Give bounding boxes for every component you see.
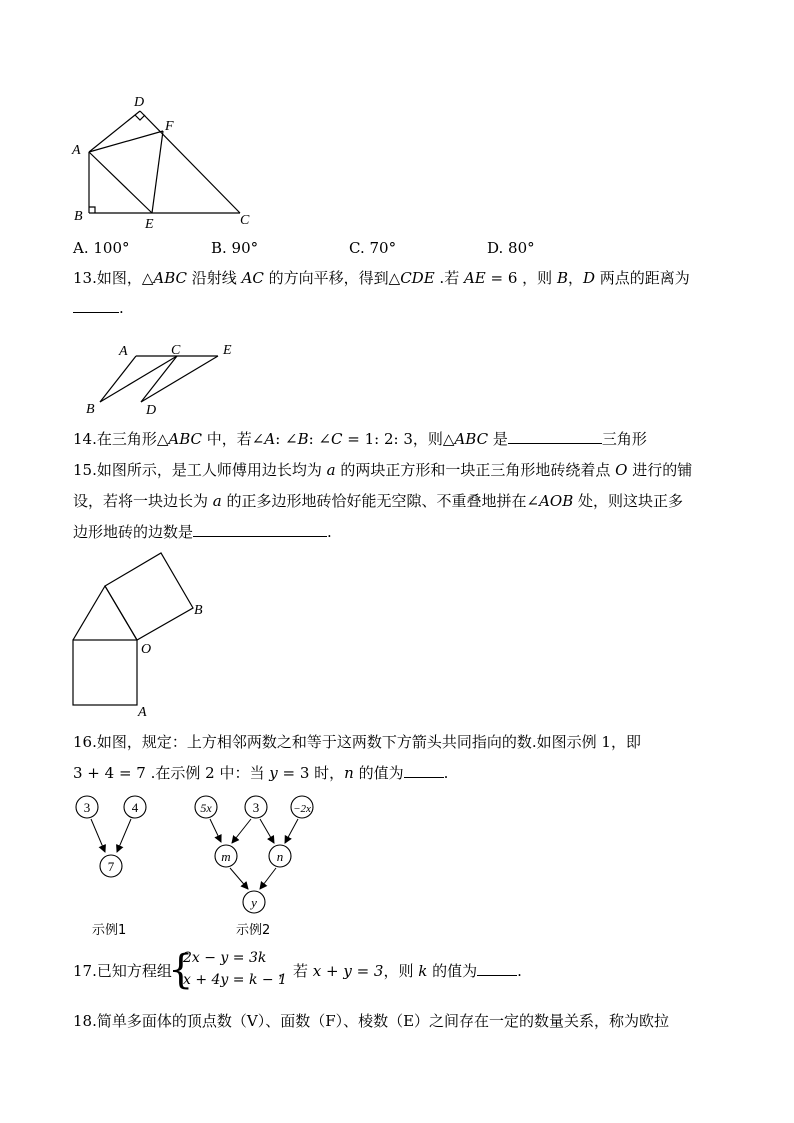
- q12-label-d: D: [134, 95, 145, 110]
- q17-prefix: 17.已知方程组: [73, 962, 172, 980]
- q17-equation-2: x + 4y = k − 1: [183, 972, 287, 988]
- q12-label-c: C: [240, 213, 250, 228]
- q14-answer-blank[interactable]: [508, 429, 602, 444]
- q12-option-b: B. 90°: [211, 239, 259, 257]
- q15-figure: [66, 548, 216, 720]
- q16-ex2-mid-left: m: [221, 849, 231, 864]
- q18-text: 18.简单多面体的顶点数（V）、面数（F）、棱数（E）之间存在一定的数量关系，称为欧拉: [73, 1012, 670, 1030]
- q12-label-b: B: [74, 209, 83, 224]
- q17-answer-blank[interactable]: [477, 961, 517, 976]
- q16-line-2: 3 + 4 = 7 .在示例 2 中：当 y = 3 时，n 的值为 .: [73, 764, 449, 782]
- q12-label-a: A: [72, 143, 81, 158]
- q15-answer-blank[interactable]: [193, 522, 327, 537]
- q12-option-a: A. 100°: [73, 239, 130, 257]
- q17-brace: {: [168, 947, 194, 993]
- q17-suffix: ，若 x + y = 3，则 k 的值为 .: [278, 962, 522, 980]
- q16-ex2-top-left: 5x: [200, 801, 212, 815]
- q16-caption-1: 示例1: [92, 923, 127, 938]
- q16-ex1-top-left: 3: [83, 800, 91, 815]
- q16-ex2-top-right: −2x: [293, 803, 311, 815]
- q15-label-o: O: [141, 642, 152, 657]
- q16-figure: [70, 790, 330, 940]
- q15-line-1: 15.如图所示，是工人师傅用边长均为 a 的两块正方形和一块正三角形地砖绕着点 O 进行的铺: [73, 461, 693, 479]
- q16-ex1-top-right: 4: [131, 800, 139, 815]
- q13-label-e: E: [223, 343, 232, 358]
- q13-text: 13.如图，△ABC 沿射线 AC 的方向平移，得到△CDE .若 AE = 6 ，则 B，D 两点的距离为: [73, 269, 690, 287]
- q12-label-e: E: [145, 217, 154, 232]
- q14-text: 14.在三角形△ABC 中，若∠A: ∠B: ∠C = 1: 2: 3，则△ABC 是 三角形: [73, 430, 647, 448]
- q16-answer-blank[interactable]: [404, 763, 444, 778]
- q16-ex2-bottom: y: [251, 895, 257, 910]
- q13-figure: [80, 338, 250, 420]
- q16-ex2-mid-right: n: [276, 849, 284, 864]
- q15-line-3: 边形地砖的边数是 .: [73, 523, 332, 541]
- q17-equation-1: 2x − y = 3k: [183, 950, 267, 966]
- q13-label-d: D: [146, 403, 157, 418]
- q15-line-2: 设，若将一块边长为 a 的正多边形地砖恰好能无空隙、不重叠地拼在∠AOB 处，则这块正多: [73, 492, 684, 510]
- q13-answer-blank[interactable]: [73, 298, 119, 313]
- q12-figure: [68, 92, 258, 232]
- q16-line-1: 16.如图，规定：上方相邻两数之和等于这两数下方箭头共同指向的数.如图示例 1，即: [73, 733, 641, 751]
- q13-answer-line: .: [73, 298, 124, 318]
- q16-caption-2: 示例2: [236, 923, 271, 938]
- q15-label-b: B: [194, 603, 203, 618]
- q15-label-a: A: [138, 705, 147, 720]
- q13-label-a: A: [119, 344, 128, 359]
- q12-option-c: C. 70°: [349, 239, 397, 257]
- q16-ex2-top-mid: 3: [252, 800, 260, 815]
- q13-label-b: B: [86, 402, 95, 417]
- q13-label-c: C: [171, 343, 181, 358]
- q12-option-d: D. 80°: [487, 239, 535, 257]
- q16-ex1-bottom: 7: [107, 859, 115, 874]
- q12-label-f: F: [165, 119, 174, 134]
